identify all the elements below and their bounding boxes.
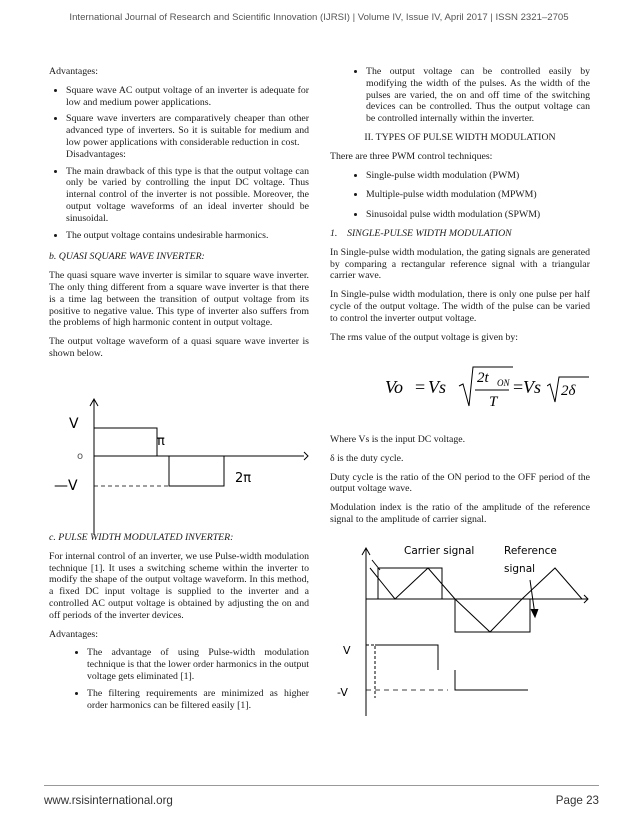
eq-equals: =	[415, 377, 426, 397]
journal-header: International Journal of Research and Scientific Innovation (IJRSI) | Volume IV, Issue IV, April 2017 | ISSN 2321–2705	[69, 12, 569, 23]
carrier-signal-label: Carrier signal	[404, 545, 475, 557]
page-number: Page 23	[555, 794, 599, 807]
paragraph: The rms value of the output voltage is given by:	[330, 331, 519, 343]
advantages-heading-2: Advantages:	[49, 628, 98, 640]
right-column-lower	[330, 434, 590, 533]
list-item: • Sinusoidal pulse width modulation (SPWM)	[366, 209, 590, 221]
disadvantages-heading: Disadvantages:	[66, 148, 126, 160]
eq-subscript: ON	[497, 378, 510, 388]
positive-pulse	[94, 428, 157, 456]
arrow-down-icon	[531, 609, 538, 617]
list-item: • The advantage of using Pulse-width modulation technique is that the lower order harmonics in the output voltage gets eliminated [1].	[87, 647, 309, 682]
list-item: • Multiple-pulse width modulation (MPWM)	[366, 189, 590, 201]
footer-rule	[44, 785, 599, 786]
fig1-origin-label: o	[77, 451, 84, 462]
fig1-negv-label: —V	[54, 478, 78, 494]
single-pulse-pwm-figure	[330, 540, 600, 720]
eq-lhs: Vo	[385, 377, 403, 397]
list-item: • The output voltage can be controlled easily by modifying the width of the pulses. As the width of the pulses are varied, the on and off time of the switching devices can be controlled. Thus the output voltage can be controlled internally within the inverter.	[366, 66, 590, 125]
paragraph: The output voltage waveform of a quasi square wave inverter is shown below.	[49, 336, 309, 359]
reference-signal-label: signal	[504, 563, 536, 575]
pwm-advantages-list	[49, 647, 309, 711]
eq-numerator: 2t	[477, 370, 489, 386]
eq-sqrt-arg: 2δ	[561, 383, 576, 399]
paragraph: There are three PWM control techniques:	[330, 150, 493, 162]
rms-equation	[385, 362, 555, 412]
section-b-heading: b. QUASI SQUARE WAVE INVERTER:	[49, 251, 205, 263]
output-positive	[375, 645, 438, 670]
pwm-types-list	[330, 170, 590, 221]
right-column	[330, 66, 590, 350]
eq-denominator: T	[489, 394, 498, 410]
triangular-carrier	[370, 568, 582, 632]
paragraph: For internal control of an inverter, we use Pulse-width modulation technique [1]. It uses a switching scheme within the inverter to modify the shape of the output voltage waveform. In this method, a fixed DC input voltage is supplied to the inverter and a controlled AC output voltage is obtained by adjusting the on and off periods of the inverter devices.	[49, 550, 309, 621]
advantages-heading: Advantages:	[49, 66, 98, 77]
left-column	[49, 66, 309, 367]
pwm-benefit-list	[330, 66, 590, 125]
fig2-v-label: V	[343, 644, 351, 657]
paragraph: Modulation index is the ratio of the amplitude of the reference signal to the amplitude of carrier signal.	[330, 502, 590, 525]
subsection-heading: 1. SINGLE-PULSE WIDTH MODULATION	[330, 227, 512, 239]
eq-vs: Vs	[428, 377, 446, 397]
rms-equation-tail	[547, 362, 597, 412]
fig1-2pi-label: 2π	[235, 471, 252, 486]
paragraph: In Single-pulse width modulation, the gating signals are generated by comparing a rectangular reference signal with a triangular carrier wave.	[330, 246, 590, 282]
list-item: • The main drawback of this type is that the output voltage can only be varied by controlling the input DC voltage. Thus internal control of the inverter is not possible. Moreover, the output voltage waveforms of an ideal inverter should be sinusoidal.	[66, 166, 309, 225]
list-item: • Square wave AC output voltage of an inverter is adequate for low and medium power applications.	[66, 85, 309, 109]
paragraph: Where Vs is the input DC voltage.	[330, 434, 466, 445]
paragraph: δ is the duty cycle.	[330, 452, 404, 464]
fig1-pi-label: π	[157, 434, 165, 449]
section-c-heading: c. PULSE WIDTH MODULATED INVERTER:	[49, 532, 234, 543]
output-negative	[455, 670, 528, 690]
fig1-v-label: V	[69, 416, 79, 432]
reference-label: Reference	[504, 545, 557, 557]
list-item: • Square wave inverters are comparatively cheaper than other advanced type of inverters. So it is suitable for medium and low power applications with considerable reduction in cost. Disadvantages:	[66, 113, 309, 160]
square-wave-list	[49, 85, 309, 242]
reference-negative	[455, 599, 530, 632]
paragraph: In Single-pulse width modulation, there is only one pulse per half cycle of the output voltage. The width of the pulse can be varied to control the inverter output voltage.	[330, 289, 590, 324]
eq-equals-2: =	[513, 377, 524, 397]
eq-vs-2: Vs	[523, 377, 541, 397]
left-column-lower	[49, 532, 309, 718]
paragraph: Duty cycle is the ratio of the ON period to the OFF period of the output voltage wave.	[330, 471, 590, 495]
fig2-negv-label: -V	[337, 686, 348, 699]
list-item: • The output voltage contains undesirable harmonics.	[66, 230, 309, 242]
arrow-right-icon	[304, 452, 308, 460]
list-item: • The filtering requirements are minimized as higher order harmonics can be filtered easily [1].	[87, 688, 309, 712]
paragraph: The quasi square wave inverter is similar to square wave inverter. The only thing different from a square wave inverter is that there is a time lag between the transition of output voltage from its positive to negative value. This type of inverter also suffers from the problems of high harmonic content in output voltage.	[49, 270, 309, 329]
carrier-pointer	[372, 560, 380, 570]
footer-site: www.rsisinternational.org	[44, 794, 173, 807]
quasi-square-wave-figure	[49, 395, 309, 535]
page-footer	[44, 794, 599, 807]
list-item: • Single-pulse width modulation (PWM)	[366, 170, 590, 182]
negative-pulse	[169, 456, 224, 486]
section-ii-heading: II. TYPES OF PULSE WIDTH MODULATION	[364, 131, 556, 143]
